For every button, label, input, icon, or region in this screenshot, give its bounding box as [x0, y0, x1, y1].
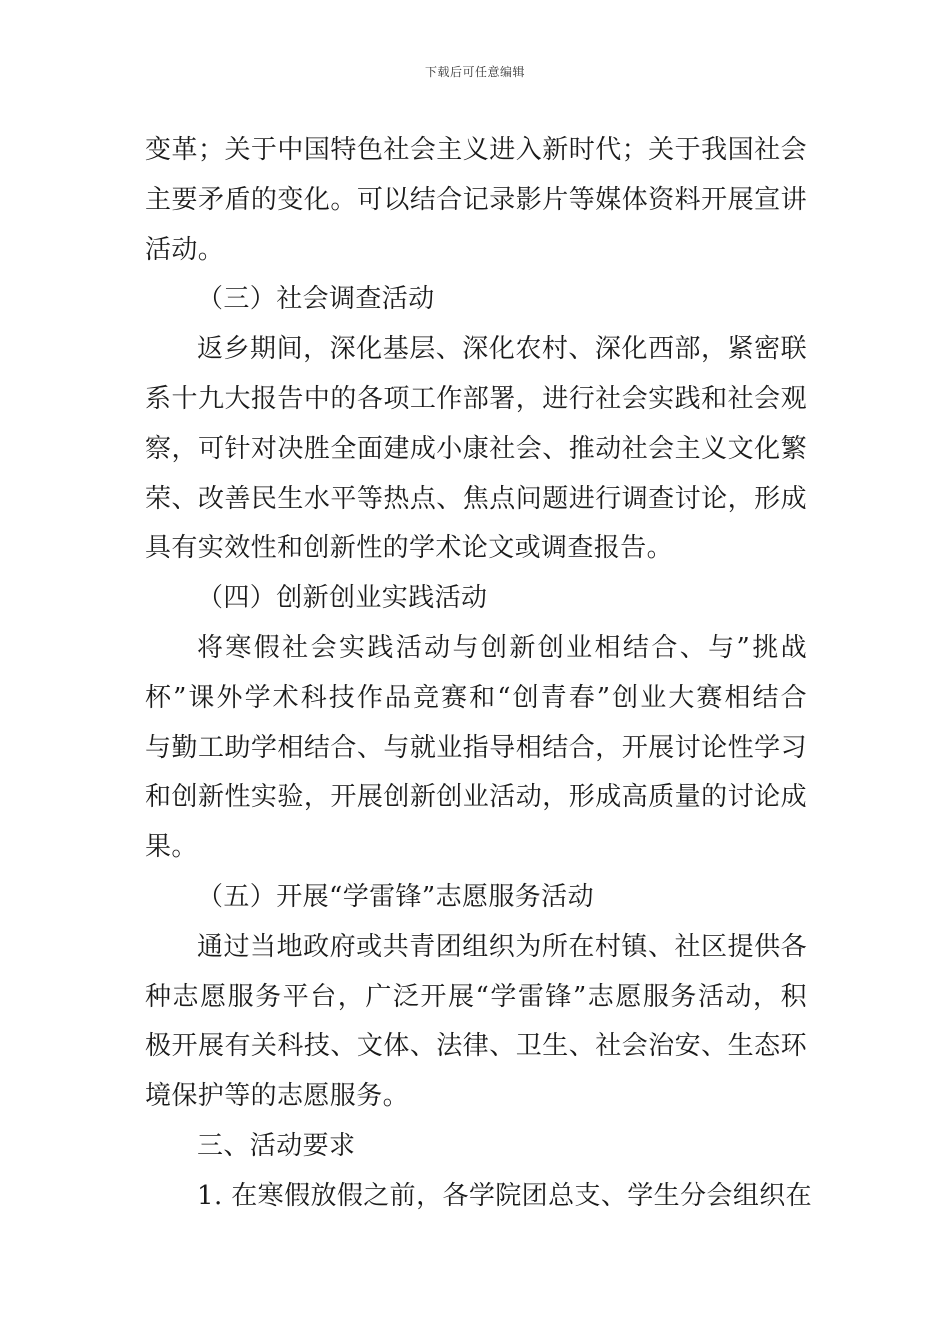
text-line: 果。 — [145, 832, 198, 863]
text-line: 种志愿服务平台，广泛开展“学雷锋”志愿服务活动，积 — [145, 981, 807, 1012]
page-header: 下载后可任意编辑 — [424, 65, 525, 79]
text-line: 系十九大报告中的各项工作部署，进行社会实践和社会观 — [145, 383, 807, 414]
text-line: 1. 在寒假放假之前，各学院团总支、学生分会组织在 — [197, 1180, 813, 1211]
text-line: 将寒假社会实践活动与创新创业相结合、与”挑战 — [197, 632, 807, 663]
text-line: 返乡期间，深化基层、深化农村、深化西部，紧密联 — [197, 334, 807, 365]
text-line: 变革；关于中国特色社会主义进入新时代；关于我国社会 — [145, 135, 807, 165]
text-line: 极开展有关科技、文体、法律、卫生、社会治安、生态环 — [145, 1031, 807, 1062]
text-line: 与勤工助学相结合、与就业指导相结合，开展讨论性学习 — [145, 732, 807, 763]
section-heading: 三、活动要求 — [197, 1130, 356, 1161]
text-line: 境保护等的志愿服务。 — [145, 1081, 410, 1112]
text-line: 荣、改善民生水平等热点、焦点问题进行调查讨论，形成 — [145, 483, 807, 514]
section-heading: （四）创新创业实践活动 — [197, 583, 488, 614]
text-line: 通过当地政府或共青团组织为所在村镇、社区提供各 — [197, 931, 807, 962]
section-heading: （五）开展“学雷锋”志愿服务活动 — [197, 881, 594, 912]
text-line: 察，可针对决胜全面建成小康社会、推动社会主义文化繁 — [145, 433, 807, 464]
document-body — [145, 126, 813, 1222]
text-line: 杯”课外学术科技作品竞赛和“创青春”创业大赛相结合 — [145, 682, 807, 713]
text-line: 活动。 — [145, 234, 225, 265]
text-line: 和创新性实验，开展创新创业活动，形成高质量的讨论成 — [145, 782, 807, 813]
text-line: 具有实效性和创新性的学术论文或调查报告。 — [145, 533, 674, 564]
section-heading: （三）社会调查活动 — [197, 284, 435, 315]
text-line: 主要矛盾的变化。可以结合记录影片等媒体资料开展宣讲 — [145, 184, 807, 215]
